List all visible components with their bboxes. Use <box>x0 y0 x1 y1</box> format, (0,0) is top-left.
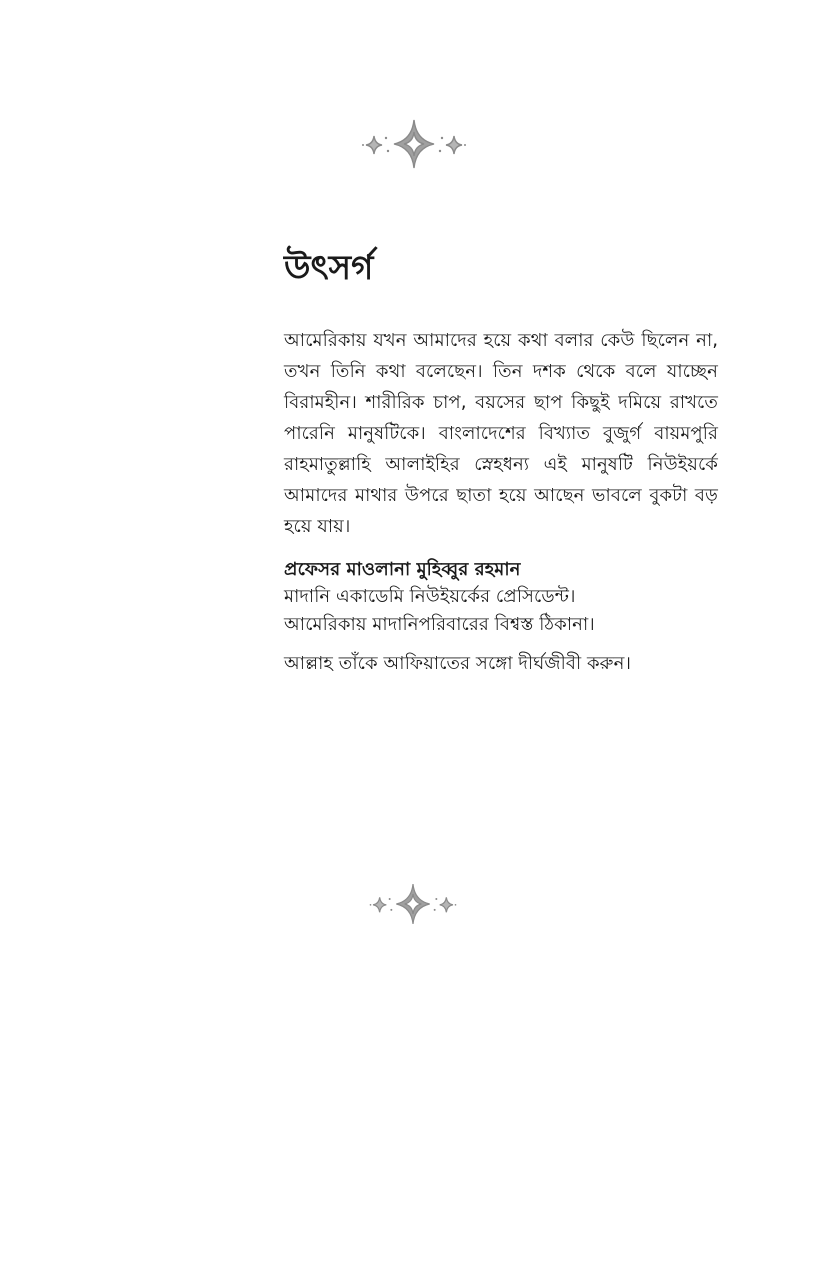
top-ornament-icon <box>360 118 468 170</box>
dedication-section <box>284 248 718 678</box>
honoree-name: প্রফেসর মাওলানা মুহিব্বুর রহমান <box>284 558 521 580</box>
dedication-paragraph: আমেরিকায় যখন আমাদের হয়ে কথা বলার কেউ ছিলেন না, তখন তিনি কথা বলেছেন। তিন দশক থেকে বলে যাচ্ছেন বিরামহীন। শারীরিক চাপ, বয়সের ছাপ কিছুই দমিয়ে রাখতে পারেনি মানুষটিকে। বাংলাদেশের বিখ্যাত বুজুর্গ বায়মপুরি রাহমাতুল্লাহি আলাইহির স্নেহধন্য এই মানুষটি নিউইয়র্কে আমাদের মাথার উপরে ছাতা হয়ে আছেন ভাবলে বুকটা বড় হয়ে যায়। <box>284 329 718 537</box>
honoree-description: আমেরিকায় মাদানিপরিবারের বিশ্বস্ত ঠিকানা। <box>284 613 595 635</box>
honoree-block <box>284 556 718 639</box>
page-title: উৎসর্গ <box>284 248 374 288</box>
honoree-role: মাদানি একাডেমি নিউইয়র্কের প্রেসিডেন্ট। <box>284 586 576 608</box>
bottom-ornament-icon <box>368 882 458 926</box>
prayer-line: আল্লাহ তাঁকে আফিয়াতের সঙ্গো দীর্ঘজীবী করুন। <box>284 653 631 675</box>
